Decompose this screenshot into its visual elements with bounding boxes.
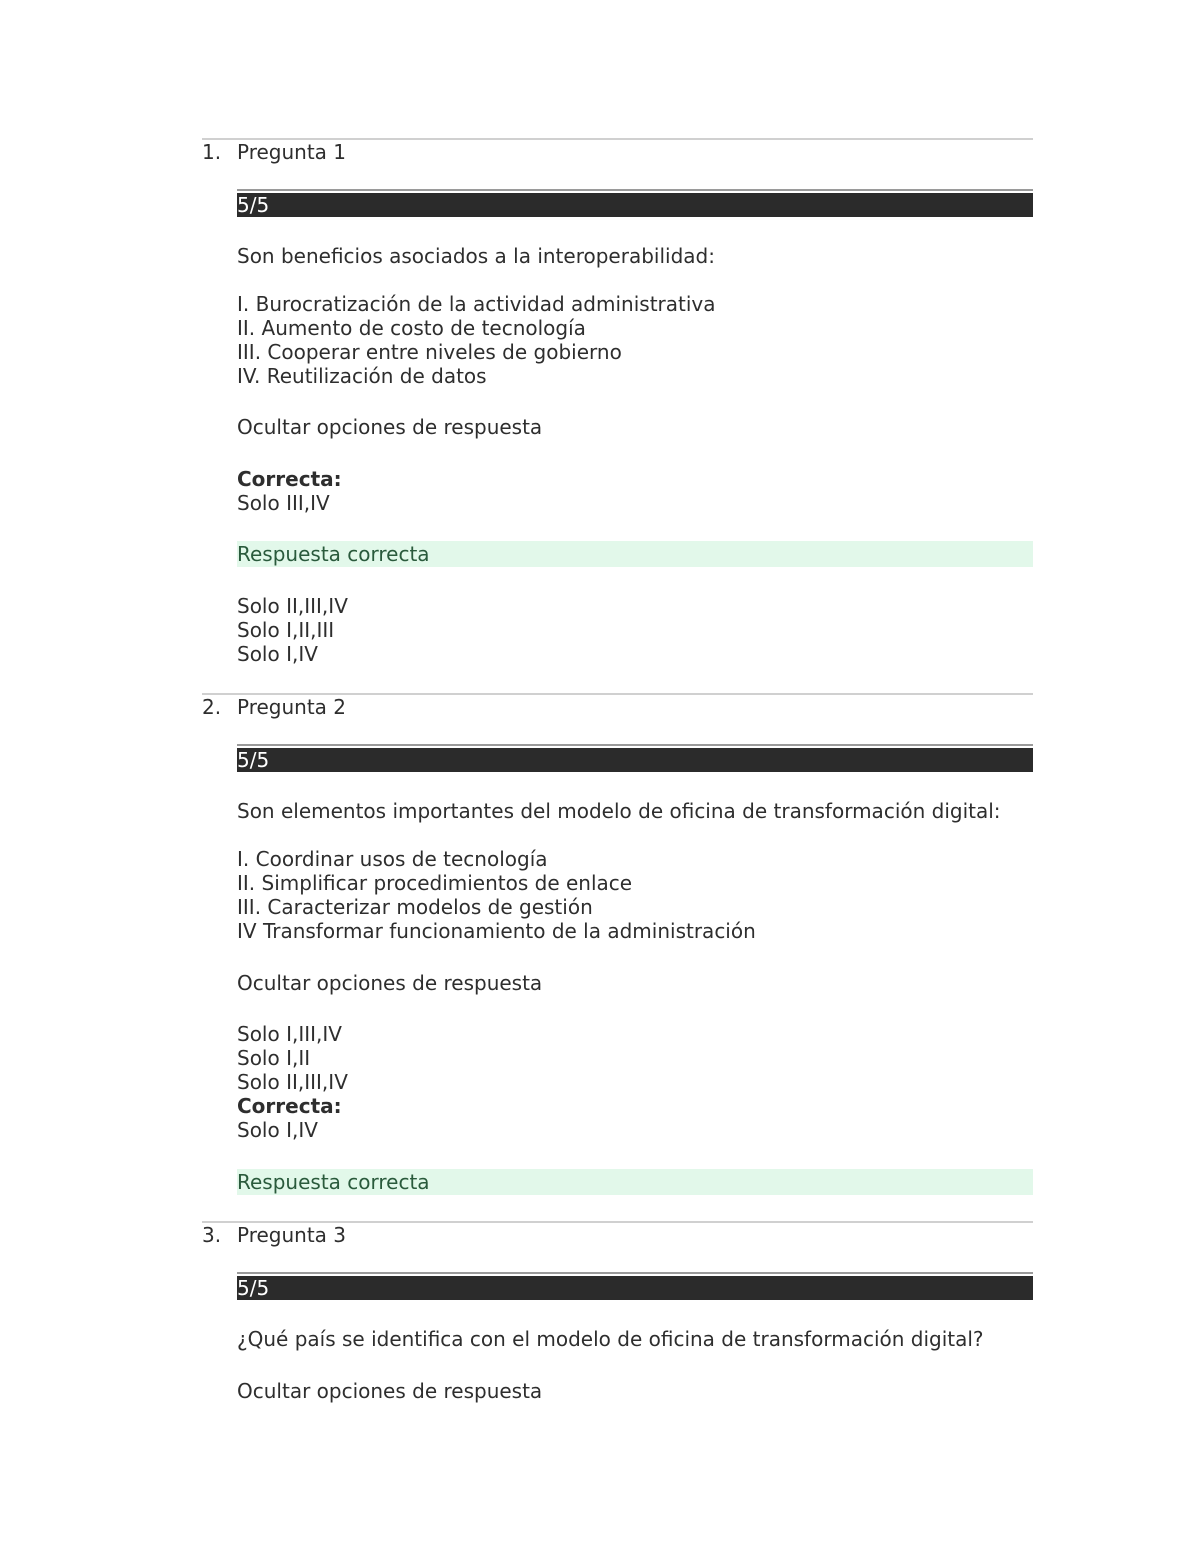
feedback-correct: Respuesta correcta	[237, 1169, 1033, 1195]
feedback-correct: Respuesta correcta	[237, 541, 1033, 567]
score-divider	[237, 744, 1033, 746]
correct-label: Correcta:	[237, 1094, 342, 1118]
statement: IV Transformar funcionamiento de la administración	[237, 919, 756, 943]
answer-option: Solo II,III,IV	[237, 594, 348, 618]
answer-option: Solo II,III,IV	[237, 1070, 348, 1094]
correct-label: Correcta:	[237, 467, 342, 491]
correct-answer: Solo I,IV	[237, 1118, 318, 1142]
question-prompt: ¿Qué país se identifica con el modelo de oficina de transformación digital?	[237, 1327, 984, 1351]
answer-option: Solo I,III,IV	[237, 1022, 342, 1046]
hide-options-toggle[interactable]: Ocultar opciones de respuesta	[237, 971, 543, 995]
question-title: Pregunta 3	[237, 1223, 347, 1247]
answer-option: Solo I,II,III	[237, 618, 335, 642]
score-badge: 5/5	[237, 193, 1033, 217]
question-number: 1.	[202, 140, 222, 164]
score-divider	[237, 1272, 1033, 1274]
correct-answer: Solo III,IV	[237, 491, 330, 515]
question-title: Pregunta 2	[237, 695, 347, 719]
question-number: 2.	[202, 695, 222, 719]
score-badge: 5/5	[237, 1276, 1033, 1300]
statement: I. Coordinar usos de tecnología	[237, 847, 548, 871]
hide-options-toggle[interactable]: Ocultar opciones de respuesta	[237, 1379, 543, 1403]
statement: III. Caracterizar modelos de gestión	[237, 895, 593, 919]
score-badge: 5/5	[237, 748, 1033, 772]
statement: IV. Reutilización de datos	[237, 364, 487, 388]
score-divider	[237, 189, 1033, 191]
answer-option: Solo I,II	[237, 1046, 311, 1070]
question-title: Pregunta 1	[237, 140, 347, 164]
question-number: 3.	[202, 1223, 222, 1247]
statement: II. Aumento de costo de tecnología	[237, 316, 586, 340]
statement: III. Cooperar entre niveles de gobierno	[237, 340, 622, 364]
statement: II. Simplificar procedimientos de enlace	[237, 871, 633, 895]
question-prompt: Son beneficios asociados a la interoperabilidad:	[237, 244, 715, 268]
hide-options-toggle[interactable]: Ocultar opciones de respuesta	[237, 415, 543, 439]
statement: I. Burocratización de la actividad administrativa	[237, 292, 716, 316]
question-prompt: Son elementos importantes del modelo de oficina de transformación digital:	[237, 799, 1001, 823]
answer-option: Solo I,IV	[237, 642, 318, 666]
